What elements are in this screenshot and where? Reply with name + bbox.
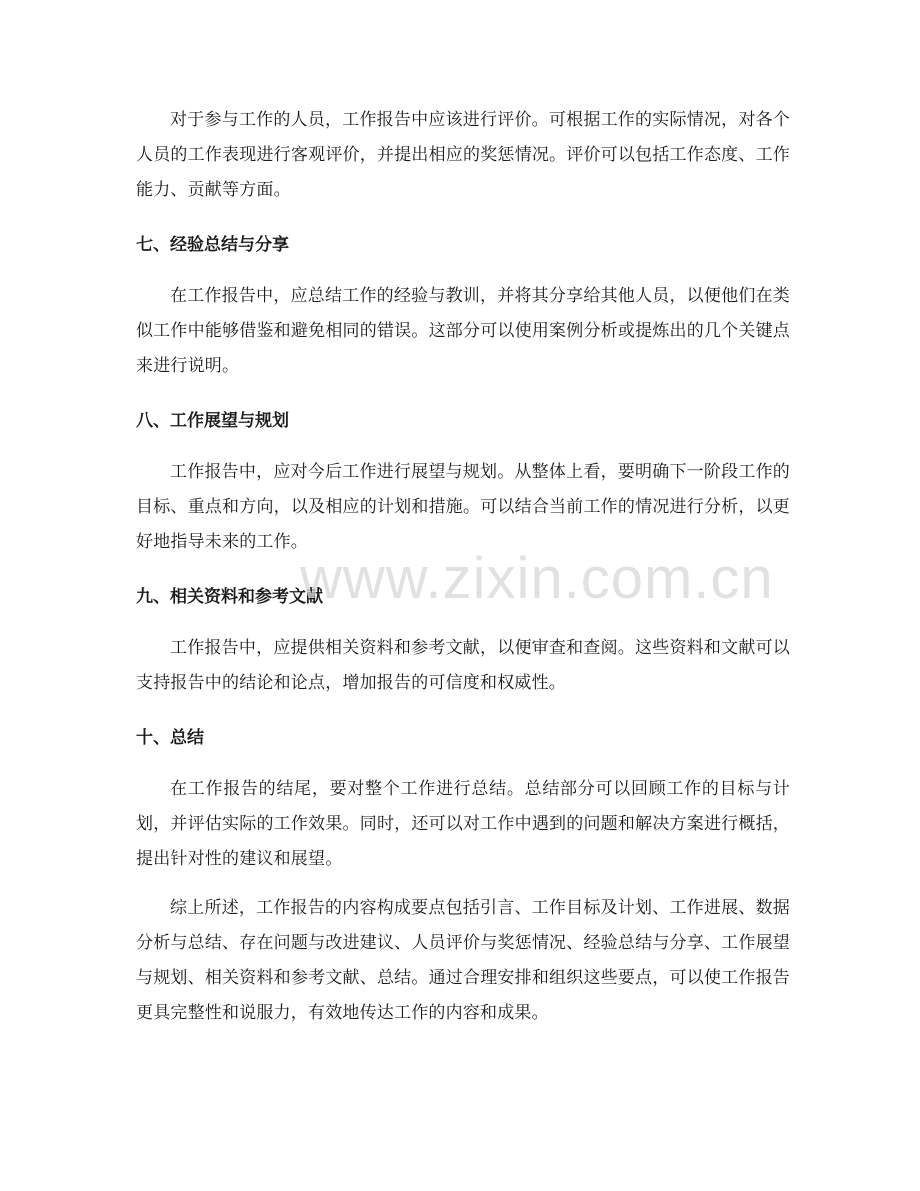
heading-outlook-planning: 八、工作展望与规划 [136,411,289,431]
paragraph-personnel-evaluation: 对于参与工作的人员，工作报告中应该进行评价。可根据工作的实际情况，对各个人员的工作表现进行客观评价，并提出相应的奖惩情况。评价可以包括工作态度、工作能力、贡献等方面。 [136,110,790,200]
watermark-text: www.zixin.com.cn [300,546,774,611]
paragraph-conclusion: 综上所述，工作报告的内容构成要点包括引言、工作目标及计划、工作进展、数据分析与总结、存在问题与改进建议、人员评价与奖惩情况、经验总结与分享、工作展望与规划、相关资料和参考文献、总结。通过合理安排和组织这些要点，可以使工作报告更具完整性和说服力，有效地传达工作的内容和成果。 [136,898,790,1023]
heading-summary: 十、总结 [136,728,204,748]
paragraph-outlook-planning: 工作报告中，应对今后工作进行展望与规划。从整体上看，要明确下一阶段工作的目标、重点和方向，以及相应的计划和措施。可以结合当前工作的情况进行分析，以更好地指导未来的工作。 [136,462,790,552]
heading-experience-summary: 七、经验总结与分享 [136,235,289,255]
paragraph-experience-summary: 在工作报告中，应总结工作的经验与教训，并将其分享给其他人员，以便他们在类似工作中能够借鉴和避免相同的错误。这部分可以使用案例分析或提炼出的几个关键点来进行说明。 [136,286,790,376]
heading-references: 九、相关资料和参考文献 [136,587,323,607]
paragraph-summary: 在工作报告的结尾，要对整个工作进行总结。总结部分可以回顾工作的目标与计划，并评估实际的工作效果。同时，还可以对工作中遇到的问题和解决方案进行概括，提出针对性的建议和展望。 [136,779,790,869]
paragraph-references: 工作报告中，应提供相关资料和参考文献，以便审查和查阅。这些资料和文献可以支持报告中的结论和论点，增加报告的可信度和权威性。 [136,638,790,693]
